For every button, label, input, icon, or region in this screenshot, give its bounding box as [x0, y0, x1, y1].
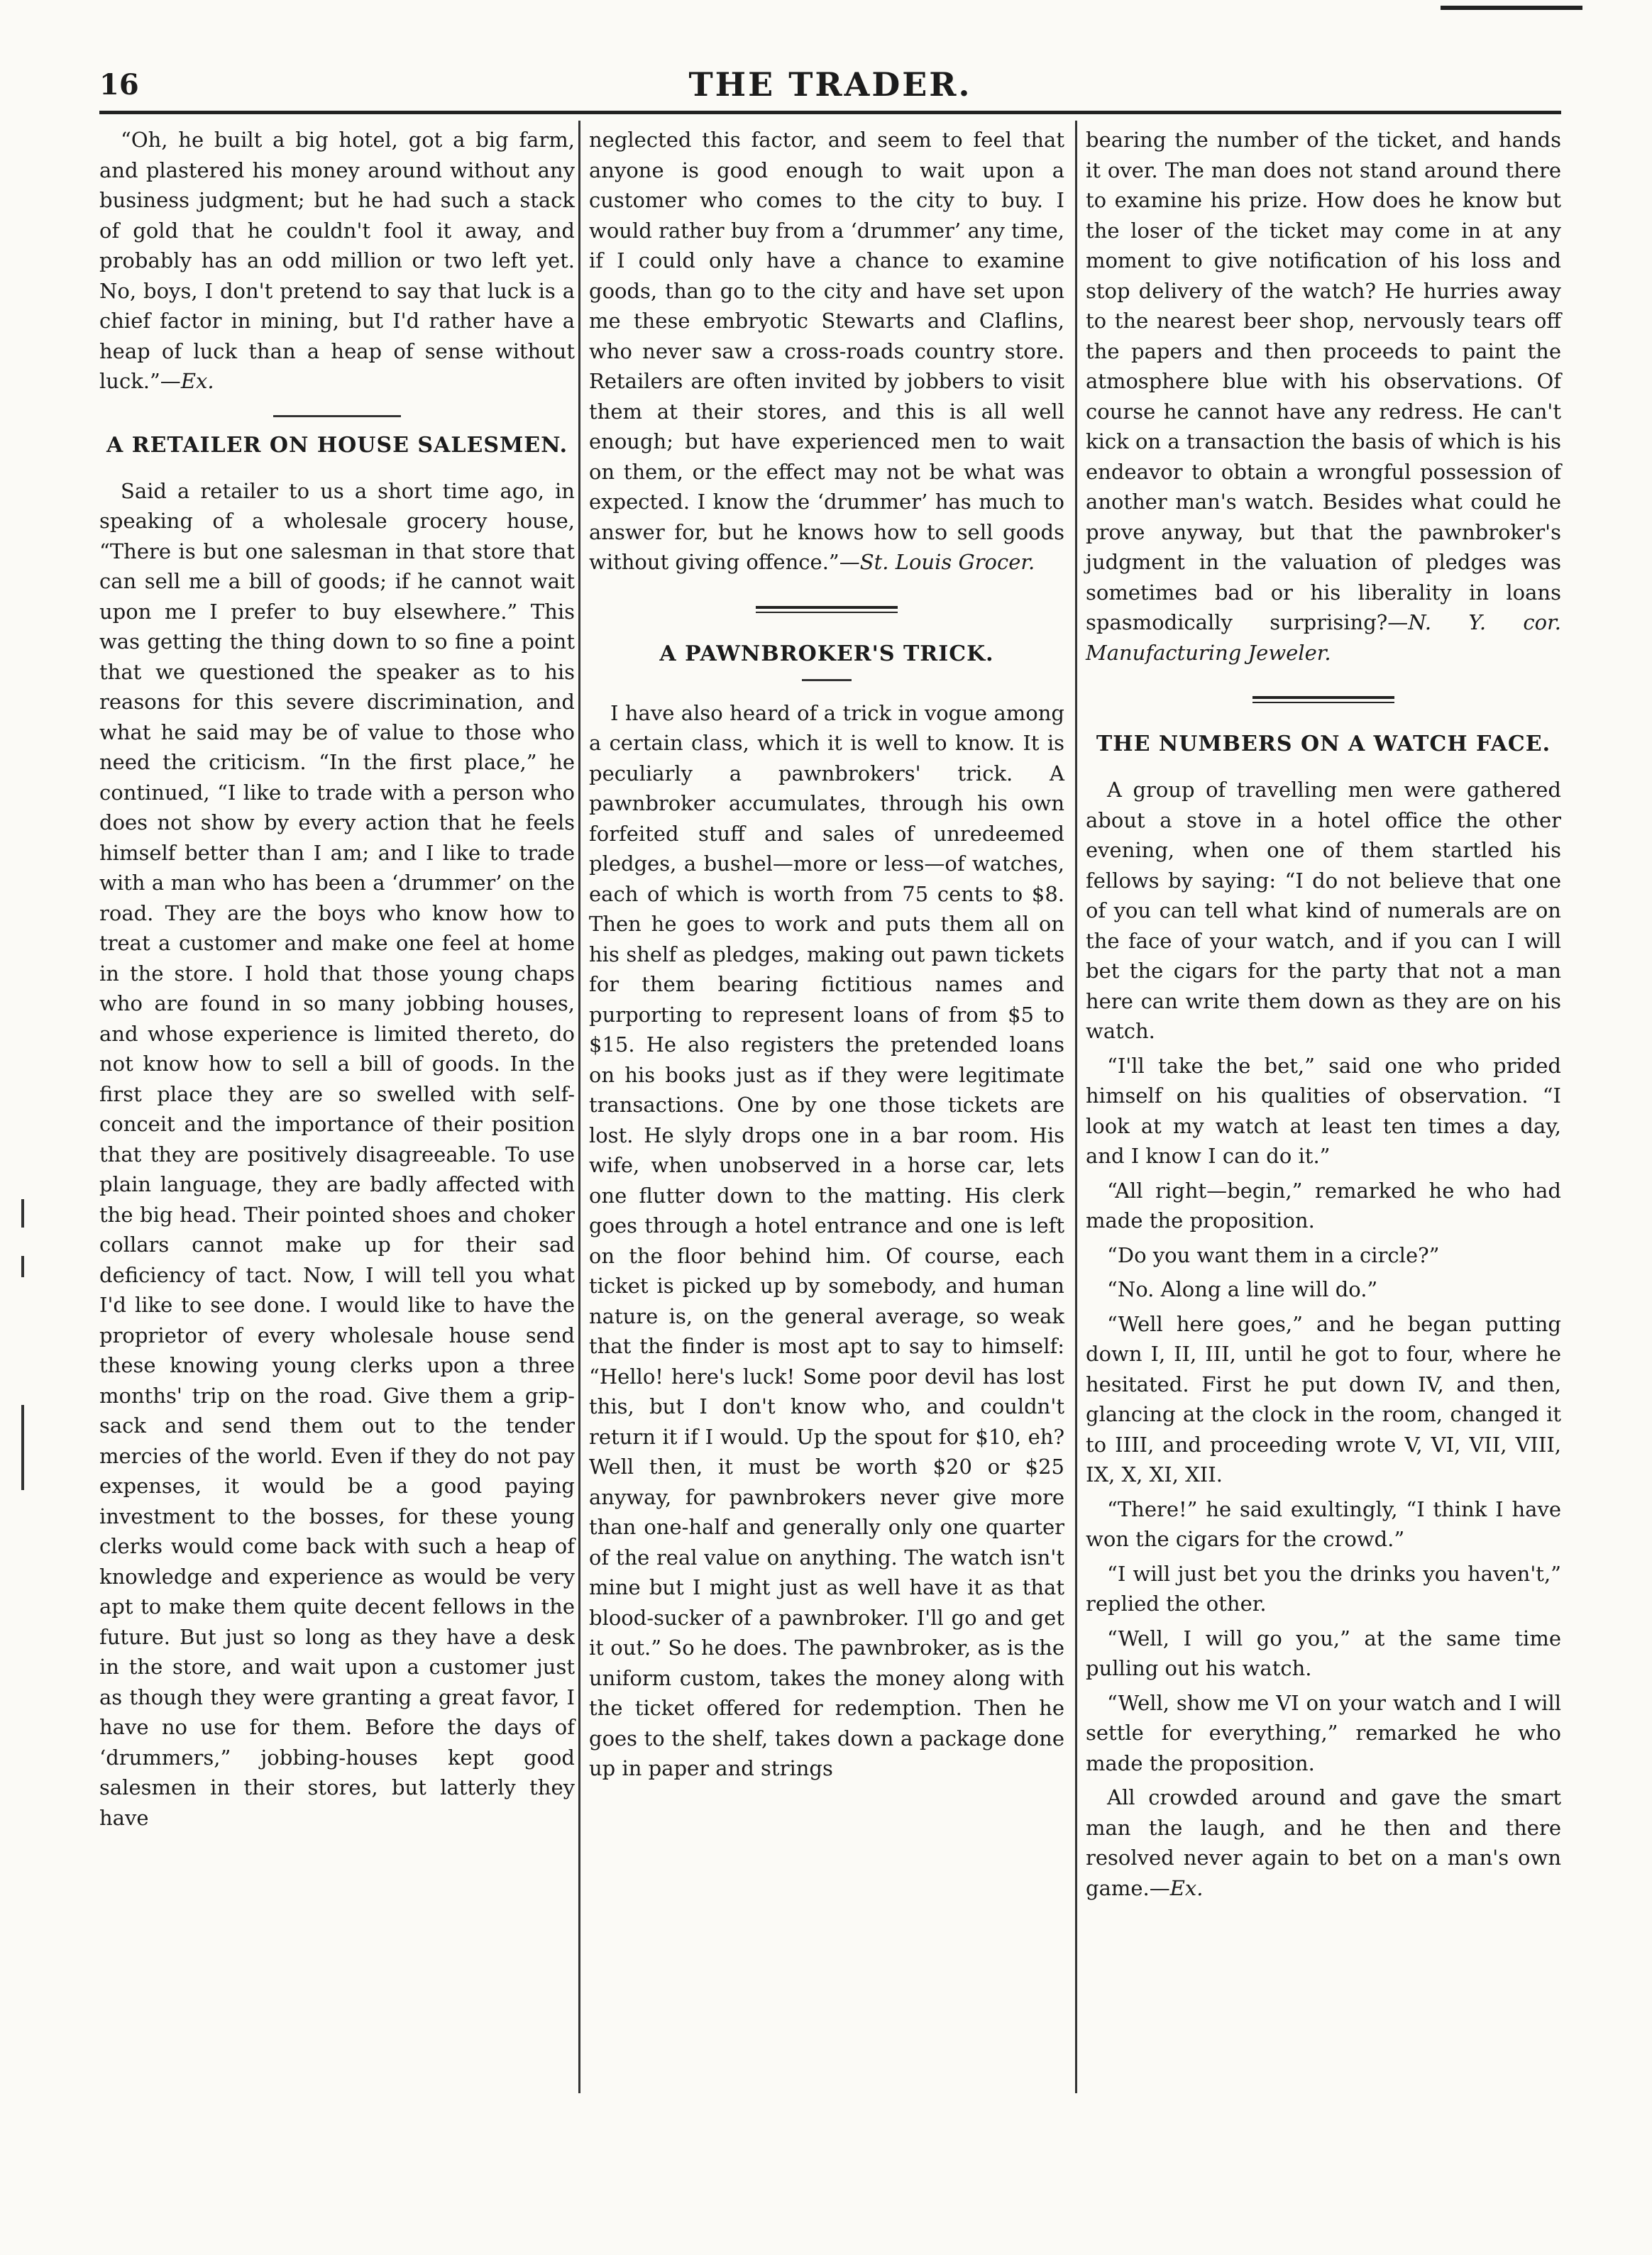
article-paragraph: “I will just bet you the drinks you haven't,” replied the other. — [1086, 1561, 1561, 1616]
masthead-title: THE TRADER. — [688, 65, 972, 104]
column-divider-2 — [1075, 121, 1077, 2093]
article-body: I have also heard of a trick in vogue among a certain class, which it is well to know. It is peculiarly a pawnbrokers' trick. A pawnbroker accumulates, through his own forfeited stuff and sales of unredeemed pledges, a bushel—more or less—of watches, each of which is worth from 75 cents to $8. Then he goes to work and puts them all on his shelf as pledges, making out pawn tickets for them bearing fictitious names and purporting to represent loans of from $5 to $15. He also registers the pretended loans on his books just as if they were legitimate transactions. One by one those tickets are lost. He slyly drops one in a bar room. His wife, when unobserved in a horse car, lets one flutter down to the matting. His clerk goes through a hotel entrance and one is left on the floor behind him. Of course, each ticket is picked up by somebody, and human nature is, on the general average, so weak that the finder is most apt to say to himself: “Hello! here's luck! Some poor devil has lost this, but I don't know who, and couldn't return it if I would. Up the spout for $10, eh? Well then, it must be worth $20 or $25 anyway, for pawnbrokers never give more than one-half and generally only one quarter of the real value on anything. The watch isn't mine but I might just as well have it as that blood-sucker of a pawnbroker. I'll go and get it out.” So he does. The pawnbroker, as is the uniform custom, takes the money along with the ticket offered for redemption. Then he goes to the shelf, takes down a package done up in paper and strings — [589, 700, 1064, 1780]
section-rule — [1252, 696, 1394, 703]
article-paragraph — [99, 125, 575, 397]
headline-retailer: A RETAILER ON HOUSE SALESMEN. — [106, 432, 568, 458]
section-rule — [273, 415, 401, 417]
article-paragraph: “Well, I will go you,” at the same time pulling out his watch. — [1086, 1626, 1561, 1680]
article-paragraph: “No. Along a line will do.” — [1107, 1277, 1378, 1301]
article-paragraph — [1086, 1782, 1561, 1903]
section-rule — [756, 606, 898, 613]
paragraph-text: All crowded around and gave the smart man the laugh, and he then and there resolved never again to bet on a man's own game.— — [1086, 1785, 1561, 1900]
source-credit: Ex. — [1169, 1875, 1204, 1900]
header-rule — [99, 111, 1561, 114]
article-paragraph: “Well, show me VI on your watch and I will settle for everything,” remarked he who made the proposition. — [1086, 1690, 1561, 1775]
column-3 — [1086, 125, 1561, 1907]
article-body: Said a retailer to us a short time ago, in speaking of a wholesale grocery house, “There is but one salesman in that store that can sell me a bill of goods; if he cannot wait upon me I prefer to buy elsewhere.” This was getting the thing down to so fine a point that we questioned the speaker as to his reasons for this severe discrimination, and what he said may be of value to those who need the criticism. “In the first place,” he continued, “I like to trade with a person who does not show by every action that he feels himself better than I am; and I like to trade with a man who has been a ‘drummer’ on the road. They are the boys who know how to treat a customer and make one feel at home in the store. I hold that those young chaps who are found in so many jobbing houses, and whose experience is limited thereto, do not know how to sell a bill of goods. In the first place they are so swelled with self-conceit and the importance of their position that they are positively disagreeable. To use plain language, they are badly affected with the big head. Their pointed shoes and choker collars cannot make up for their sad deficiency of tact. Now, I will tell you what I'd like to see done. I would like to have the proprietor of every wholesale house send these knowing young clerks upon a three months' trip on the road. Give them a grip-sack and send them out to the tender mercies of the world. Even if they do not pay expenses, it would be a good paying investment to the bosses, for these young clerks would come back with such a heap of knowledge and experience as would be very apt to make them quite decent fellows in the future. But just so long as they have a desk in the store, and wait upon a customer just as though they were granting a great favor, I have no use for them. Before the days of ‘drummers,” jobbing-houses kept good salesmen in their stores, but latterly they have — [99, 478, 575, 1830]
column-divider-1 — [578, 121, 580, 2093]
article-paragraph: “All right—begin,” remarked he who had made the proposition. — [1086, 1178, 1561, 1233]
margin-mark — [21, 1405, 24, 1490]
headline-watch-face: THE NUMBERS ON A WATCH FACE. — [1096, 732, 1551, 756]
article-paragraph: “Well here goes,” and he began putting down I, II, III, until he got to four, where he hesitated. First he put down IV, and then, glancing at the clock in the room, changed it to IIII, and proceeding wrote V, VI, VII, VIII, IX, X, XI, XII. — [1086, 1311, 1561, 1487]
column-1 — [99, 125, 575, 1837]
page-header — [99, 65, 1561, 112]
margin-mark — [21, 1256, 24, 1277]
column-2 — [589, 125, 1064, 1788]
article-paragraph — [589, 125, 1064, 578]
source-credit: N. Y. cor. Manufacturing Jeweler. — [1086, 610, 1561, 665]
page-number: 16 — [99, 68, 139, 101]
headline-pawnbroker: A PAWNBROKER'S TRICK. — [659, 641, 994, 666]
top-corner-rule — [1441, 6, 1582, 10]
article-paragraph: “I'll take the bet,” said one who prided himself on his qualities of observation. “I look at my watch at least ten times a day, and I know I can do it.” — [1086, 1053, 1561, 1168]
article-paragraph: A group of travelling men were gathered about a stove in a hotel office the other evening, when one of them startled his fellows by saying: “I do not believe that one of you can tell what kind of numerals are on the face of your watch, and if you can I will bet the cigars for the party that not a man here can write them down as they are on his watch. — [1086, 778, 1561, 1043]
paragraph-text: “Oh, he built a big hotel, got a big farm, and plastered his money around without any business judgment; but he had such a stack of gold that he couldn't fool it away, and probably has an odd million or two left yet. No, boys, I don't pretend to say that luck is a chief factor in mining, but I'd rather have a heap of luck than a heap of sense without luck.”— — [99, 128, 575, 393]
paragraph-text: bearing the number of the ticket, and hands it over. The man does not stand around there to examine his prize. How does he know but the loser of the ticket may come in at any moment to give notification of his loss and stop delivery of the watch? He hurries away to the nearest beer shop, nervously tears off the papers and then proceeds to paint the atmosphere blue with his observations. Of course he cannot have any redress. He can't kick on a transaction the basis of which is his endeavor to obtain a wrongful possession of another man's watch. Besides what could he prove anyway, but that the pawnbroker's judgment in the valuation of pledges was sometimes bad or his liberality in loans spasmodically surprising?— — [1086, 128, 1561, 634]
margin-mark — [21, 1199, 24, 1228]
headline-underline — [802, 679, 852, 681]
source-credit: St. Louis Grocer. — [859, 550, 1035, 574]
article-paragraph — [1086, 125, 1561, 668]
source-credit: Ex. — [180, 369, 214, 393]
article-paragraph: “Do you want them in a circle?” — [1107, 1242, 1440, 1267]
paragraph-text: neglected this factor, and seem to feel that anyone is good enough to wait upon a customer who comes to the city to buy. I would rather buy from a ‘drummer’ any time, if I could only have a chance to examine goods, than go to the city and have set upon me these embryotic Stewarts and Claflins, who never saw a cross-roads country store. Retailers are often invited by jobbers to visit them at their stores, and this is all well enough; but have experienced men to wait on them, or the effect may not be what was expected. I know the ‘drummer’ has much to answer for, but he knows how to sell goods without giving offence.”— — [589, 128, 1064, 574]
article-paragraph: “There!” he said exultingly, “I think I have won the cigars for the crowd.” — [1086, 1496, 1561, 1551]
